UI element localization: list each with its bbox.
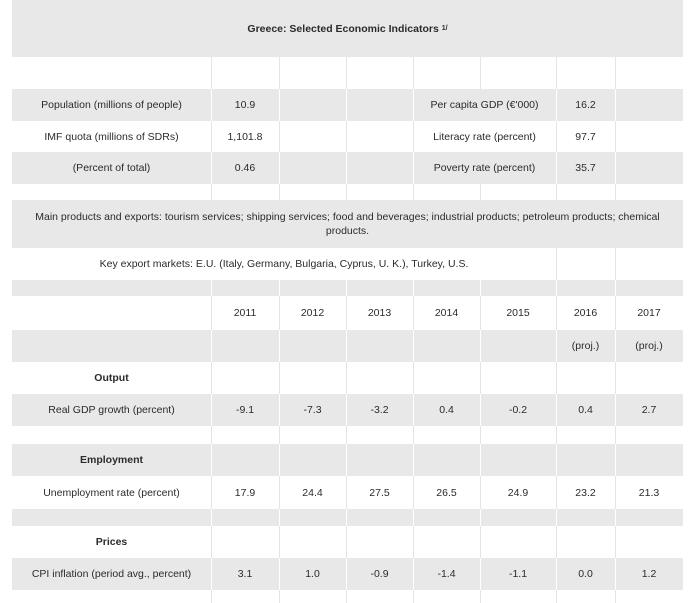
imf-quota-row — [12, 121, 683, 152]
literacy-value: 97.7 — [575, 130, 596, 143]
imf-quota-label: IMF quota (millions of SDRs) — [44, 130, 179, 143]
year-header: 2015 — [506, 307, 530, 319]
output-section-row — [12, 362, 683, 394]
table-cell: -1.4 — [437, 568, 456, 580]
table-cell: -9.1 — [235, 404, 255, 416]
section-heading-prices: Prices — [95, 536, 128, 548]
table-cell: 1.0 — [305, 568, 320, 580]
section-heading-employment: Employment — [79, 454, 143, 466]
years-header-row — [12, 296, 683, 330]
economic-indicators-table — [12, 0, 683, 603]
spacer-row — [12, 280, 683, 296]
year-header: 2017 — [637, 307, 661, 319]
cpi-row — [12, 558, 683, 590]
key-markets-text: Key export markets: E.U. (Italy, Germany, Bulgaria, Cyprus, U. K.), Turkey, U.S. — [99, 258, 469, 270]
year-header: 2012 — [300, 307, 325, 319]
key-markets-row — [12, 248, 683, 280]
table-title — [12, 0, 683, 57]
table-cell: -3.2 — [370, 404, 389, 416]
poverty-label: Poverty rate (percent) — [433, 162, 536, 174]
table-cell: 27.5 — [369, 486, 390, 499]
table-cell: 21.3 — [638, 486, 660, 499]
year-header: 2014 — [434, 307, 459, 319]
spacer-row — [12, 509, 683, 526]
spacer-row — [12, 184, 683, 200]
unemployment-row — [12, 476, 683, 509]
spacer-row — [12, 57, 683, 89]
quota-percent-label: (Percent of total) — [72, 162, 151, 174]
main-products-row — [12, 200, 683, 248]
quota-percent-row — [12, 152, 683, 184]
literacy-label: Literacy rate (percent) — [433, 130, 536, 143]
gdp-growth-row — [12, 394, 683, 426]
title-footnote: 1/ — [441, 24, 448, 32]
poverty-value: 35.7 — [575, 162, 596, 174]
table-cell: 1.2 — [641, 568, 657, 580]
spacer-row — [12, 426, 683, 444]
cpi-label: CPI inflation (period avg., percent) — [31, 568, 192, 580]
projection-note: (proj.) — [571, 340, 600, 352]
table-cell: 23.2 — [575, 486, 596, 499]
table-cell: 3.1 — [237, 568, 253, 580]
quota-percent-value: 0.46 — [234, 162, 256, 174]
gdp-per-capita-label: Per capita GDP (€'000) — [430, 99, 539, 111]
prices-section-row — [12, 526, 683, 558]
section-heading-output: Output — [94, 372, 129, 384]
projection-row — [12, 330, 683, 362]
population-label: Population (millions of people) — [41, 99, 182, 111]
population-row — [12, 89, 683, 121]
year-header: 2016 — [573, 307, 598, 319]
gdp-growth-label: Real GDP growth (percent) — [48, 404, 175, 416]
table-cell: 0.4 — [578, 404, 593, 416]
year-header: 2011 — [233, 307, 257, 319]
table-cell: 26.5 — [436, 486, 457, 499]
table-cell: 24.4 — [302, 486, 323, 499]
table-cell: -1.1 — [508, 568, 528, 580]
table-cell: -0.2 — [508, 404, 528, 416]
main-products-text: Main products and exports: tourism services; shipping services; food and beverages; industrial products; petroleum products; chemical products. — [35, 211, 660, 237]
table-cell: -0.9 — [370, 568, 389, 580]
table-cell: 0.4 — [439, 404, 454, 416]
population-value: 10.9 — [234, 99, 256, 111]
title-row — [12, 0, 683, 57]
unemployment-label: Unemployment rate (percent) — [43, 486, 180, 499]
table-cell: 24.9 — [507, 486, 529, 499]
gdp-per-capita-value: 16.2 — [575, 99, 596, 111]
spacer-row — [12, 590, 683, 603]
title-text: Greece: Selected Economic Indicators — [247, 22, 439, 35]
table-cell: 2.7 — [641, 404, 657, 416]
table-cell: 0.0 — [578, 568, 593, 580]
year-header: 2013 — [367, 307, 392, 319]
table-cell: -7.3 — [303, 404, 322, 416]
projection-note: (proj.) — [635, 340, 663, 352]
employment-section-row — [12, 444, 683, 476]
table-cell: 17.9 — [234, 486, 256, 499]
imf-quota-value: 1,101.8 — [227, 130, 263, 143]
